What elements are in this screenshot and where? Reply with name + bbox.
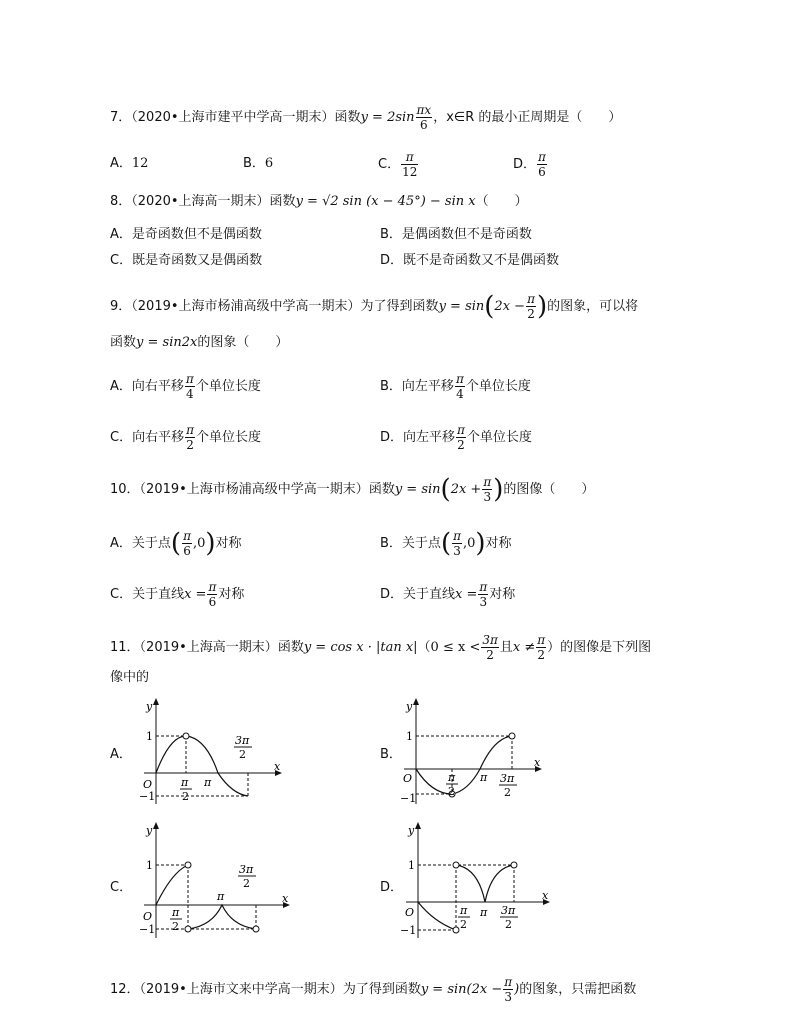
paren-right: ) (475, 528, 486, 559)
question-source: （2019•上海市杨浦高级中学高一期末） (139, 482, 369, 497)
graph-c (136, 822, 296, 946)
option-text: 个单位长度 (466, 430, 532, 445)
option-text: 对称 (485, 536, 512, 551)
tick-pi: π (480, 771, 488, 784)
tick-neg-one: −1 (139, 923, 156, 936)
frac-num: π (538, 150, 546, 164)
condition-text: （0 ≤ x < (417, 640, 481, 655)
question-source: （2019•上海市文来中学高一期末） (139, 982, 343, 997)
fraction (503, 975, 513, 1004)
frac-num: π (504, 975, 513, 989)
formula: x ≠ (512, 640, 536, 655)
formula: 2x + (450, 482, 482, 497)
frac-num: π (185, 372, 194, 386)
frac-den: 6 (183, 544, 191, 558)
paren-right: ) (493, 474, 504, 505)
q7-option-d (513, 150, 548, 179)
option-label: B． (243, 156, 265, 171)
y-axis-label: y (146, 700, 153, 713)
question-source: （2019•上海市杨浦高级中学高一期末） (131, 299, 361, 314)
tick-pi-half-num: π (448, 771, 456, 784)
fraction (207, 580, 217, 609)
tick-pi-half-den: 2 (182, 790, 189, 803)
option-label: B． (380, 227, 402, 242)
option-label: D． (380, 253, 404, 268)
frac-den: 6 (208, 595, 217, 609)
stem-text: 函数 (368, 482, 395, 497)
frac-num: πx (416, 103, 432, 117)
option-label: C． (110, 430, 133, 445)
option-text: 对称 (489, 587, 516, 602)
tick-3pi-half-num: 3π (239, 863, 254, 876)
stem-text: 为了得到函数 (360, 299, 439, 314)
tick-one: 1 (406, 730, 413, 743)
option-text: 是偶函数但不是奇函数 (401, 227, 532, 242)
question-number: 10． (110, 482, 140, 497)
tick-pi-half-num: π (181, 776, 189, 789)
x-axis-label: x (274, 760, 281, 773)
option-label: B． (380, 747, 402, 762)
frac-num: 3π (482, 633, 498, 647)
q10-option-c (110, 580, 244, 609)
tick-one: 1 (146, 859, 153, 872)
frac-den: 2 (186, 438, 194, 452)
tick-pi-half-den: 2 (172, 920, 179, 933)
stem-text: 函数 (334, 110, 361, 125)
graph-b (400, 698, 550, 814)
origin-label: O (143, 778, 153, 791)
frac-den: 12 (402, 165, 418, 179)
fraction (416, 103, 433, 132)
q9-option-a (110, 372, 261, 401)
frac-den: 6 (538, 165, 546, 179)
q10-option-b (380, 529, 512, 558)
tick-pi-half-den: 2 (460, 918, 467, 931)
q10-stem (110, 475, 594, 504)
stem-text: 像中的 (110, 670, 150, 685)
option-text: 向右平移 (131, 379, 184, 394)
option-text: 12 (131, 156, 149, 171)
stem-text: 函数 (269, 194, 296, 209)
formula: x = (455, 587, 478, 602)
frac-den: 3 (479, 595, 488, 609)
option-text: 个单位长度 (465, 379, 531, 394)
frac-num: π (401, 150, 418, 165)
option-text: 6 (264, 156, 274, 171)
q9-option-d (380, 423, 532, 452)
graph-c-label (110, 878, 132, 898)
formula: y = sin(2x − (420, 982, 503, 997)
formula: y = sin (394, 482, 441, 497)
tick-pi-half-num: π (460, 904, 468, 917)
formula: y = cos x · |tan x| (303, 640, 418, 655)
graph-b-label (380, 745, 402, 765)
option-label: C． (110, 880, 133, 895)
question-number: 7． (110, 110, 132, 125)
option-label: A． (110, 747, 132, 762)
paren-left: ( (484, 291, 495, 322)
tick-pi: π (204, 776, 212, 789)
option-text: 对称 (215, 536, 242, 551)
option-label: C． (110, 253, 133, 268)
stem-text: 的图像（ ） (503, 482, 595, 497)
question-number: 8． (110, 194, 132, 209)
question-number: 11． (110, 640, 140, 655)
question-source: （2019•上海高一期末） (139, 640, 278, 655)
q9-option-c (110, 423, 261, 452)
q9-stem-line2 (110, 333, 288, 353)
y-axis-label: y (146, 824, 153, 837)
frac-den: 3 (483, 490, 492, 504)
option-label: A． (110, 227, 132, 242)
q10-option-a (110, 529, 242, 558)
frac-den: 4 (186, 387, 194, 401)
q7-option-c (378, 150, 419, 179)
tick-pi: π (217, 890, 225, 903)
frac-num: π (479, 580, 488, 594)
stem-text: 的图象，只需把函数 (519, 982, 637, 997)
tick-3pi-half-den: 2 (239, 748, 246, 761)
question-source: （2020•上海高一期末） (131, 194, 270, 209)
condition-text: 且 (499, 640, 513, 655)
option-label: A． (110, 536, 132, 551)
stem-text: （ ） (475, 194, 528, 209)
option-label: C． (110, 587, 133, 602)
fraction (185, 423, 195, 452)
formula: y = 2sin (360, 110, 415, 125)
frac-num: π (208, 580, 217, 594)
stem-text: ）的图像是下列图 (547, 640, 652, 655)
option-text: 关于直线 (403, 587, 456, 602)
option-label: D． (380, 587, 404, 602)
stem-text: 的图象，可以将 (547, 299, 639, 314)
stem-text: ，x∈R 的最小正周期是（ ） (433, 110, 622, 125)
fraction (452, 529, 462, 558)
paren-left: ( (440, 528, 452, 559)
option-text: 向右平移 (132, 430, 185, 445)
paren-left: ( (170, 528, 182, 559)
formula: x = (184, 587, 207, 602)
option-text: 关于点 (131, 536, 171, 551)
origin-label: O (405, 906, 415, 919)
frac-num: π (537, 633, 546, 647)
q11-stem-line2 (110, 668, 149, 688)
paren-right: ) (536, 291, 548, 322)
frac-den: 3 (453, 544, 461, 558)
fraction (401, 150, 418, 179)
fraction (478, 580, 488, 609)
paren-right: ) (205, 528, 216, 559)
q11-stem (110, 633, 651, 662)
formula: 2x − (494, 299, 526, 314)
tick-pi-half-num: π (172, 906, 180, 919)
fraction (481, 633, 499, 662)
q8-option-d (380, 251, 559, 271)
x-axis-label: x (542, 889, 549, 902)
option-label: D． (380, 430, 404, 445)
question-source: （2020•上海市建平中学高一期末） (131, 110, 335, 125)
tick-one: 1 (146, 730, 153, 743)
option-text: 是奇函数但不是偶函数 (131, 227, 262, 242)
stem-text: 的图象（ ） (197, 335, 289, 350)
option-text: 个单位长度 (195, 379, 261, 394)
tick-3pi-half-num: 3π (235, 734, 250, 747)
coord-text: ,0 (462, 536, 476, 551)
frac-den: 2 (486, 648, 494, 662)
fraction (537, 150, 547, 179)
q10-option-d (380, 580, 515, 609)
tick-neg-one: −1 (400, 924, 417, 937)
x-axis-label: x (534, 756, 541, 769)
x-axis-label: x (282, 892, 289, 905)
formula: y = √2 sin (x − 45°) − sin x (295, 194, 476, 209)
option-label: D． (513, 157, 537, 172)
option-text: 向左平移 (401, 379, 454, 394)
q8-option-a (110, 225, 262, 245)
option-label: A． (110, 379, 132, 394)
option-text: 个单位长度 (195, 430, 261, 445)
frac-den: 6 (420, 118, 428, 132)
graph-a (136, 698, 286, 814)
option-text: 既是奇函数又是偶函数 (132, 253, 263, 268)
tick-neg-one: −1 (400, 792, 417, 805)
frac-num: π (527, 292, 535, 306)
frac-num: π (455, 372, 464, 386)
fraction (526, 292, 536, 321)
fraction (182, 529, 192, 558)
frac-den: 2 (537, 648, 546, 662)
stem-text: 函数 (110, 335, 137, 350)
graph-a-label (110, 745, 132, 765)
tick-3pi-half-num: 3π (501, 904, 516, 917)
option-text: 既不是奇函数又不是偶函数 (403, 253, 560, 268)
frac-num: π (453, 529, 461, 543)
option-text: 关于直线 (132, 587, 185, 602)
stem-text: 为了得到函数 (342, 982, 421, 997)
fraction (456, 423, 466, 452)
option-text: 对称 (218, 587, 245, 602)
option-text: 向左平移 (403, 430, 456, 445)
tick-pi-half-den: 2 (448, 785, 455, 798)
fraction (536, 633, 546, 662)
tick-3pi-half-den: 2 (504, 786, 511, 799)
formula: ) (514, 982, 520, 997)
formula: y = sin2x (136, 335, 198, 350)
tick-neg-one: −1 (139, 790, 156, 803)
fraction (455, 372, 465, 401)
frac-den: 2 (527, 307, 535, 321)
frac-num: π (483, 475, 492, 489)
y-axis-label: y (406, 700, 413, 713)
q7-option-b (243, 154, 273, 174)
tick-3pi-half-num: 3π (500, 772, 515, 785)
q9-option-b (380, 372, 531, 401)
stem-text: 函数 (277, 640, 304, 655)
frac-den: 3 (504, 990, 512, 1004)
frac-den: 2 (457, 438, 465, 452)
fraction (482, 475, 492, 504)
question-number: 12． (110, 982, 140, 997)
question-number: 9． (110, 299, 132, 314)
q8-option-b (380, 225, 532, 245)
option-label: A． (110, 156, 132, 171)
q9-stem (110, 292, 638, 321)
coord-text: ,0 (192, 536, 206, 551)
graph-d (400, 822, 560, 946)
tick-3pi-half-den: 2 (243, 877, 250, 890)
option-text: 关于点 (401, 536, 441, 551)
frac-num: π (186, 423, 194, 437)
tick-3pi-half-den: 2 (505, 918, 512, 931)
option-label: B． (380, 379, 402, 394)
frac-den: 4 (456, 387, 464, 401)
frac-num: π (457, 423, 465, 437)
q7-stem (110, 103, 621, 132)
option-label: C． (378, 157, 401, 172)
origin-label: O (403, 772, 413, 785)
y-axis-label: y (408, 824, 415, 837)
formula: y = sin (438, 299, 485, 314)
option-label: B． (380, 536, 402, 551)
q7-option-a (110, 154, 148, 174)
tick-one: 1 (408, 859, 415, 872)
frac-num: π (183, 529, 191, 543)
tick-pi: π (480, 906, 488, 919)
option-label: D． (380, 880, 404, 895)
q8-option-c (110, 251, 262, 271)
origin-label: O (143, 910, 153, 923)
q8-stem (110, 192, 528, 212)
paren-left: ( (440, 474, 451, 505)
fraction (185, 372, 195, 401)
q12-stem (110, 975, 636, 1004)
